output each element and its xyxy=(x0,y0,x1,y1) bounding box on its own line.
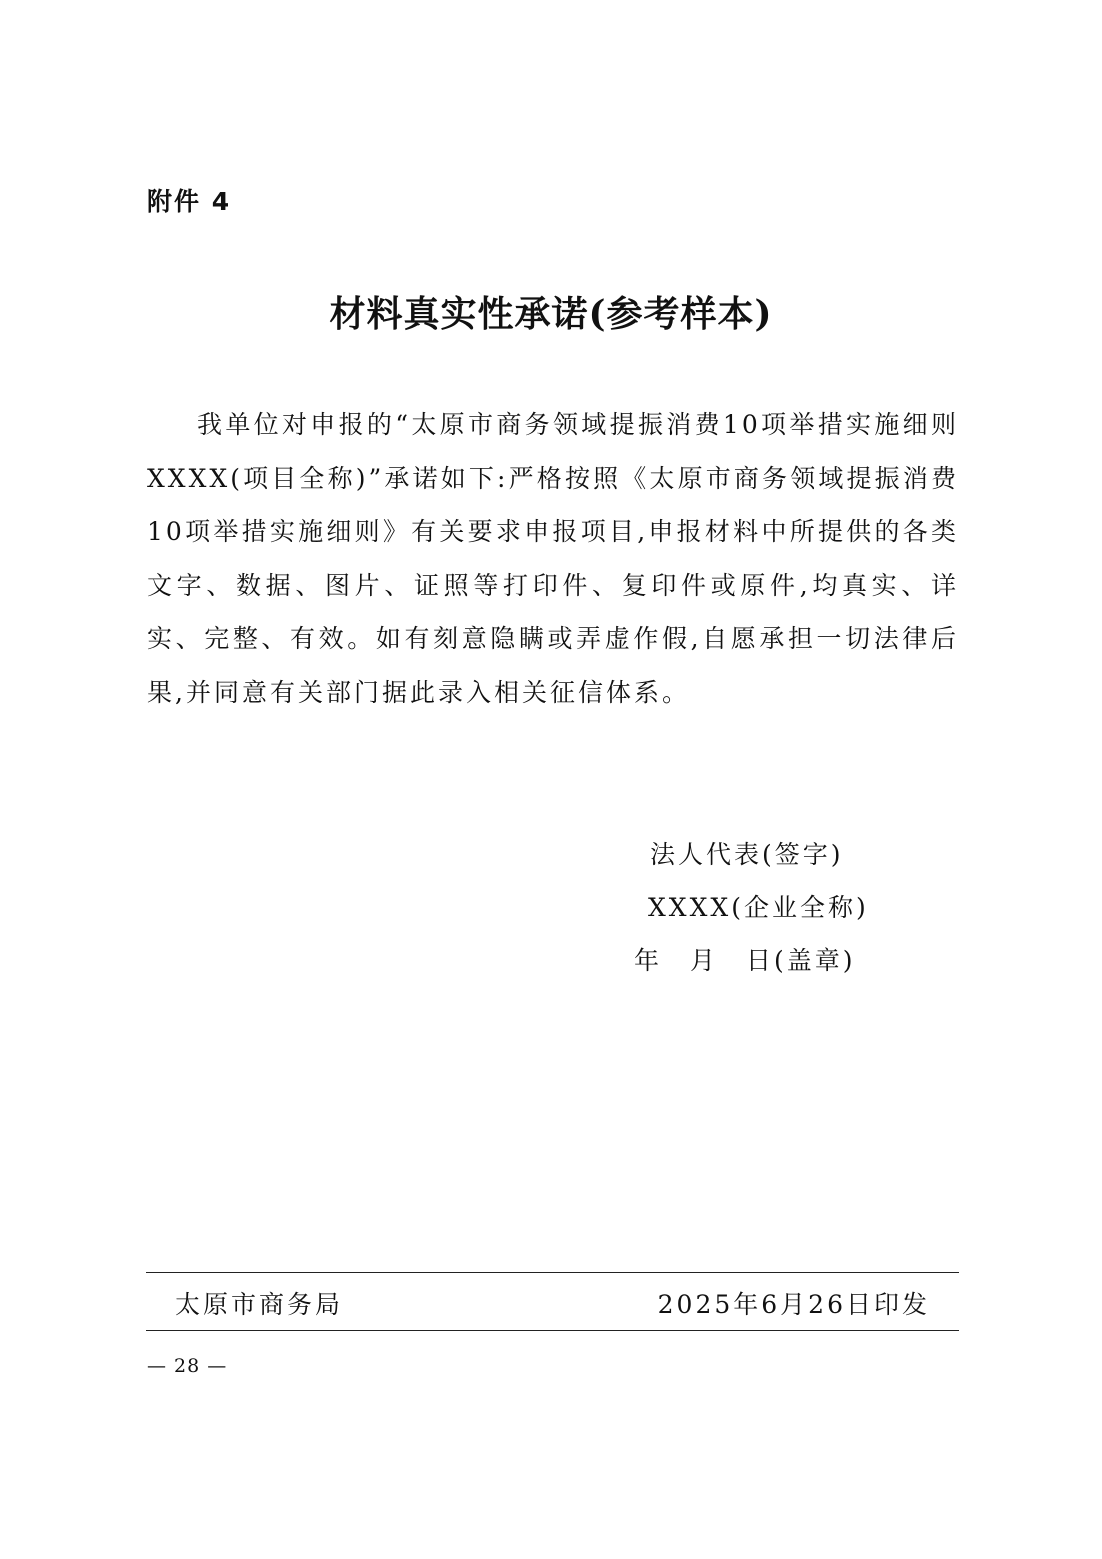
footer-top-rule xyxy=(146,1272,959,1273)
page-number: — 28 — xyxy=(147,1355,228,1377)
signature-date xyxy=(634,941,856,977)
attachment-label: 附件 4 xyxy=(147,187,232,216)
commitment-paragraph: 我单位对申报的“太原市商务领域提振消费10项举措实施细则XXXX(项目全称)”承诺如下:严格按照《太原市商务领域提振消费10项举措实施细则》有关要求申报项目,申报材料中所提供的各类文字、数据、图片、证照等打印件、复印件或原件,均真实、详实、完整、有效。如有刻意隐瞒或弄虚作假,自愿承担一切法律后果,并同意有关部门据此录入相关征信体系。 xyxy=(147,410,959,707)
date-day-seal: 日(盖章) xyxy=(746,946,856,975)
company-full-name: XXXX(企业全称) xyxy=(648,893,869,922)
page-title: 材料真实性承诺(参考样本) xyxy=(329,293,773,335)
issuer: 太原市商务局 xyxy=(175,1290,344,1319)
date-year: 年 xyxy=(634,946,663,975)
issue-date: 2025年6月26日印发 xyxy=(657,1290,930,1319)
legal-representative-signature: 法人代表(签字) xyxy=(650,840,844,869)
date-month: 月 xyxy=(690,946,719,975)
footer-bottom-rule xyxy=(146,1330,959,1331)
